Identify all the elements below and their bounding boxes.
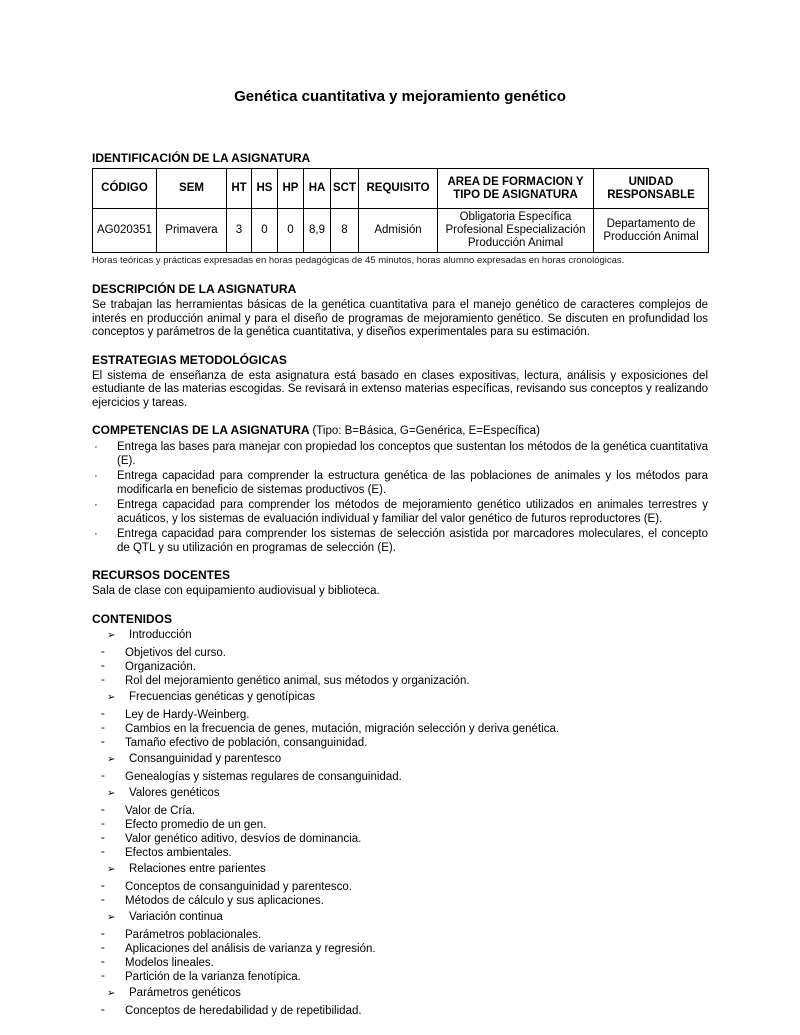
identification-table [92,168,709,253]
competencies-heading [92,423,708,438]
competency-text: Entrega las bases para manejar con propiedad los conceptos que sustentan los métodos de la genética cuantitativa (E). [117,441,708,467]
strategies-heading: ESTRATEGIAS METODOLÓGICAS [92,352,287,367]
contents-item-text: Cambios en la frecuencia de genes, mutación, migración selección y deriva genética. [125,722,560,735]
contents-item-text: Parámetros genéticos [129,986,241,999]
cell-unidad-responsable: Departamento de Producción Animal [594,209,709,253]
arrow-bullet-icon: ➢ [107,629,116,641]
contents-sub-item [92,971,708,984]
contents-sub-item [92,819,708,832]
competency-item [92,499,708,526]
contents-sub-item [92,709,708,722]
dot-bullet-icon: · [94,441,98,453]
contents-sub-item [92,805,708,818]
resources-heading: RECURSOS DOCENTES [92,568,231,582]
contents-item-text: Partición de la varianza fenotípica. [125,970,301,983]
dash-bullet-icon: - [101,769,105,782]
contents-sub-item [92,737,708,750]
dot-bullet-icon: · [94,499,98,511]
arrow-bullet-icon: ➢ [107,987,116,999]
cell-sem: Primavera [157,209,227,253]
contents-item-text: Valor de Cría. [125,804,196,817]
competencies-list [92,441,708,555]
arrow-bullet-icon: ➢ [107,787,116,799]
contents-sub-item [92,675,708,688]
dot-bullet-icon: · [94,470,98,482]
contents-sub-item [92,847,708,860]
dash-bullet-icon: - [101,845,105,858]
contents-item-text: Variación continua [129,910,223,923]
arrow-bullet-icon: ➢ [107,863,116,875]
competencies-heading-note: (Tipo: B=Básica, G=Genérica, E=Específica) [312,425,540,437]
competency-item [92,470,708,497]
competency-text: Entrega capacidad para comprender los métodos de mejoramiento genético utilizados en animales terrestres y acuáticos, y los sistemas de evaluación individual y familiar del valor genético de futuros reproductores (E). [117,499,708,525]
dash-bullet-icon: - [101,707,105,720]
contents-item-text: Relaciones entre parientes [129,862,266,875]
contents-topic-item [92,911,708,924]
resources-text: Sala de clase con equipamiento audiovisual y biblioteca. [92,585,380,597]
contents-item-text: Objetivos del curso. [125,646,226,659]
section-contents [92,612,708,1018]
cell-hs: 0 [252,209,278,253]
col-header-ha: HA [304,169,331,209]
contents-item-text: Frecuencias genéticas y genotípicas [129,690,316,703]
cell-ht: 3 [227,209,252,253]
cell-area-formacion: Obligatoria Específica Profesional Especialización Producción Animal [438,209,594,253]
dash-bullet-icon: - [101,803,105,816]
dash-bullet-icon: - [101,735,105,748]
col-header-hs: HS [252,169,278,209]
contents-item-text: Conceptos de heredabilidad y de repetibilidad. [125,1004,362,1017]
dash-bullet-icon: - [101,955,105,968]
contents-topic-item [92,787,708,800]
contents-item-text: Introducción [129,628,192,641]
dash-bullet-icon: - [101,659,105,672]
dash-bullet-icon: - [101,721,105,734]
dash-bullet-icon: - [101,879,105,892]
contents-item-text: Métodos de cálculo y sus aplicaciones. [125,894,324,907]
competency-item [92,528,708,555]
contents-heading: CONTENIDOS [92,611,173,626]
cell-requisito: Admisión [359,209,438,253]
col-header-sct: SCT [331,169,359,209]
section-resources [92,568,708,599]
contents-topic-item [92,753,708,766]
competencies-heading-text: COMPETENCIAS DE LA ASIGNATURA [92,423,310,437]
col-header-sem: SEM [157,169,227,209]
col-header-area-formacion: AREA DE FORMACION Y TIPO DE ASIGNATURA [438,169,594,209]
dash-bullet-icon: - [101,969,105,982]
contents-sub-item [92,723,708,736]
contents-item-text: Valor genético aditivo, desvíos de dominancia. [125,832,362,845]
section-description [92,282,708,340]
contents-sub-item [92,929,708,942]
contents-sub-item [92,833,708,846]
dash-bullet-icon: - [101,831,105,844]
contents-item-text: Valores genéticos [129,786,220,799]
strategies-text: El sistema de enseñanza de esta asignatura está basado en clases expositivas, lectura, análisis y exposiciones del estudiante de las materias escogidas. Se revisará in extenso materias específicas, revisando sus conceptos y realizando ejercicios y tareas. [92,369,708,409]
contents-item-text: Rol del mejoramiento genético animal, sus métodos y organización. [125,674,470,687]
contents-topic-item [92,987,708,1000]
contents-item-text: Tamaño efectivo de población, consanguinidad. [125,736,368,749]
cell-codigo: AG020351 [93,209,157,253]
dash-bullet-icon: - [101,941,105,954]
col-header-requisito: REQUISITO [359,169,438,209]
col-header-ht: HT [227,169,252,209]
contents-item-text: Parámetros poblacionales. [125,928,262,941]
contents-item-text: Consanguinidad y parentesco [129,752,282,765]
arrow-bullet-icon: ➢ [107,691,116,703]
table-data-row [93,209,709,253]
table-footnote: Horas teóricas y prácticas expresadas en horas pedagógicas de 45 minutos, horas alumno expresadas en horas cronológicas. [92,255,625,266]
contents-item-text: Aplicaciones del análisis de varianza y regresión. [125,942,376,955]
contents-topic-item [92,629,708,642]
table-header-row [93,169,709,209]
col-header-hp: HP [278,169,304,209]
document-title: Genética cuantitativa y mejoramiento genético [234,88,566,105]
contents-item-text: Efectos ambientales. [125,846,232,859]
section-identification [92,151,708,266]
contents-list [92,629,708,1018]
dash-bullet-icon: - [101,1003,105,1016]
section-strategies [92,353,708,411]
contents-sub-item [92,661,708,674]
contents-item-text: Genealogías y sistemas regulares de consanguinidad. [125,770,402,783]
dash-bullet-icon: - [101,927,105,940]
contents-item-text: Modelos lineales. [125,956,214,969]
arrow-bullet-icon: ➢ [107,753,116,765]
contents-item-text: Ley de Hardy-Weinberg. [125,708,250,721]
contents-sub-item [92,943,708,956]
col-header-unidad-responsable: UNIDAD RESPONSABLE [594,169,709,209]
description-text: Se trabajan las herramientas básicas de la genética cuantitativa para el manejo genético de caracteres complejos de interés en producción animal y para el diseño de programas de mejoramiento genético. Se discuten en profundidad los conceptos y parámetros de la genética cuantitativa, y diseños experimentales para su estimación. [92,299,708,338]
section-competencies [92,423,708,555]
contents-sub-item [92,881,708,894]
contents-sub-item [92,895,708,908]
contents-sub-item [92,771,708,784]
contents-item-text: Organización. [125,660,196,673]
contents-sub-item [92,957,708,970]
contents-topic-item [92,863,708,876]
arrow-bullet-icon: ➢ [107,911,116,923]
dash-bullet-icon: - [101,893,105,906]
dash-bullet-icon: - [101,673,105,686]
description-heading: DESCRIPCIÓN DE LA ASIGNATURA [92,282,297,296]
dot-bullet-icon: · [94,528,98,540]
cell-hp: 0 [278,209,304,253]
col-header-codigo: CÓDIGO [93,169,157,209]
competency-text: Entrega capacidad para comprender la estructura genética de las poblaciones de animales y los métodos para modificarla en beneficio de sistemas productivos (E). [117,470,708,496]
contents-sub-item [92,1005,708,1018]
dash-bullet-icon: - [101,817,105,830]
cell-ha: 8,9 [304,209,331,253]
dash-bullet-icon: - [101,645,105,658]
competency-text: Entrega capacidad para comprender los sistemas de selección asistida por marcadores moleculares, el concepto de QTL y su utilización en programas de selección (E). [117,528,708,554]
identification-heading: IDENTIFICACIÓN DE LA ASIGNATURA [92,151,311,165]
contents-item-text: Efecto promedio de un gen. [125,818,267,831]
contents-item-text: Conceptos de consanguinidad y parentesco. [125,880,352,893]
contents-topic-item [92,691,708,704]
competency-item [92,441,708,468]
contents-sub-item [92,647,708,660]
cell-sct: 8 [331,209,359,253]
